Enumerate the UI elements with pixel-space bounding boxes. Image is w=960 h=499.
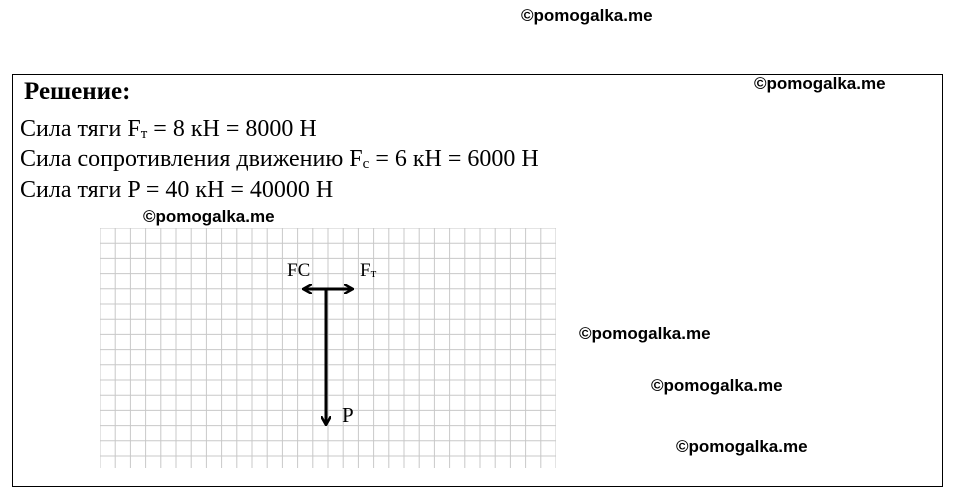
- subscript: т: [140, 126, 148, 142]
- watermark: ©pomogalka.me: [651, 376, 783, 395]
- watermark: ©pomogalka.me: [143, 207, 275, 226]
- watermark: ©pomogalka.me: [579, 324, 711, 343]
- watermark: ©pomogalka.me: [754, 74, 886, 93]
- label-ft-sub: т: [370, 265, 377, 280]
- watermark: ©pomogalka.me: [676, 437, 808, 456]
- line-text: Сила тяги F: [20, 116, 141, 142]
- line-text: Сила сопротивления движению F: [20, 146, 363, 172]
- line-text: = 6 кН = 6000 Н: [369, 146, 539, 172]
- label-fc: FC: [287, 260, 311, 281]
- label-ft: [360, 260, 376, 282]
- line-text: Сила тяги P = 40 кН = 40000 Н: [20, 177, 334, 203]
- solution-heading: Решение:: [24, 78, 131, 105]
- label-ft-main: F: [360, 260, 371, 281]
- subscript: с: [362, 156, 370, 172]
- line-text: = 8 кН = 8000 Н: [147, 116, 317, 142]
- label-p: P: [342, 403, 354, 427]
- watermark: ©pomogalka.me: [521, 6, 653, 25]
